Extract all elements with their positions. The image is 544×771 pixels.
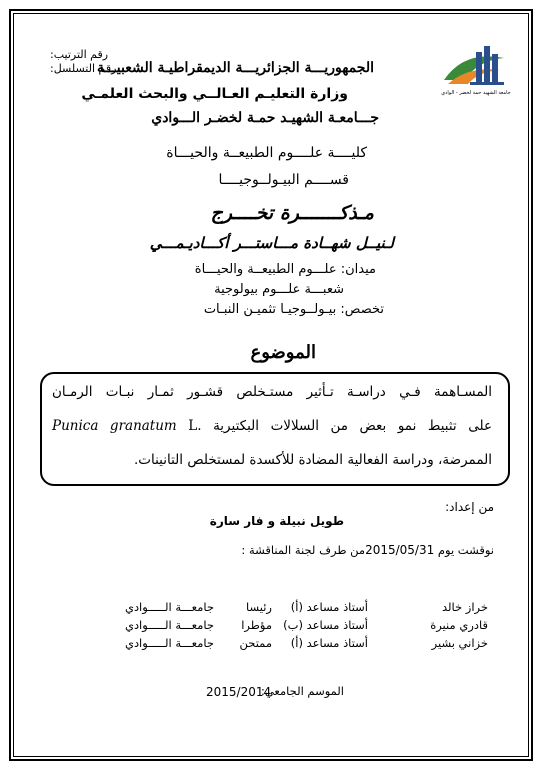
academic-year-label: الموسم الجامعي: (260, 684, 344, 698)
university-logo (434, 40, 516, 106)
serial-number-label: رقم التسلسل: (50, 62, 117, 75)
thesis-branch: شعبـــة علـــوم بيولوجية (214, 282, 344, 297)
committee-member-role: رئيسا (246, 600, 272, 614)
prepared-by-label: من إعداد: (445, 500, 494, 514)
subject-box (40, 372, 510, 486)
department-name: قســــم البيـولــوجيــــا (218, 172, 349, 188)
prepared-by-names: طويل نبيلة و فار سارة (209, 514, 344, 528)
subject-latin-name: Punica granatum (52, 418, 177, 434)
committee-member-rank: أستاذ مساعد (أ) (290, 600, 368, 614)
committee-member-name: قادري منيرة (430, 618, 488, 632)
subject-line-3: الممرضة، ودراسة الفعالية المضادة للأكسدة لمستخلص التانينات. (133, 452, 492, 468)
thesis-degree: لـنيــل شهــادة مـــاستـــر أكـــاديـمـــي (149, 234, 394, 252)
committee-member-rank: أستاذ مساعد (أ) (290, 636, 368, 650)
subject-line-2-arabic: على تثبيط نمو بعض من السلالات البكتيرية (213, 418, 492, 434)
committee-member-role: ممتحن (239, 636, 272, 650)
logo-caption: جامعة الشهيد حمة لخضر - الوادي (441, 90, 511, 96)
thesis-type: مـذكـــــــرة تخــــرج (210, 202, 374, 224)
order-number-label: رقم الترتيب: (50, 48, 109, 61)
thesis-specialty: تخصص: بيـولــوجيـا تثميـن النبـات (203, 302, 384, 317)
subject-heading: الموضوع (250, 342, 316, 363)
committee-member-institution: جامعـــة الـــــوادي (124, 600, 214, 614)
defense-date: 2015/05/31 (365, 543, 435, 557)
defense-suffix: من طرف لجنة المناقشة : (241, 543, 366, 557)
subject-line-1: المسـاهمة فـي دراسـة تـأثير مستـخلص قشـور ثمـار نبـات الرمـان (52, 384, 492, 400)
committee-member-institution: جامعـــة الـــــوادي (124, 636, 214, 650)
subject-line-2-latin-wrap (52, 418, 202, 434)
faculty-name: كليــــة علــــوم الطبيعــة والحيـــاة (166, 145, 367, 161)
subject-line-2 (52, 418, 492, 434)
republic-title: الجمهوريـــة الجزائريـــة الديمقراطيـة الشعبيـــة (96, 60, 374, 76)
academic-year-value: 2015/2014 (206, 685, 272, 699)
university-logo-icon (434, 40, 516, 106)
committee-member-rank: أستاذ مساعد (ب) (283, 618, 368, 632)
thesis-field: ميدان: علـــوم الطبيعــة والحيـــاة (194, 262, 376, 277)
defense-label: نوقشت يوم (437, 543, 494, 557)
ministry-title: وزارة التعليـم العـالــي والبحث العلمـي (81, 86, 348, 102)
committee-member-name: خراز خالد (441, 600, 488, 614)
committee-member-name: خزاني بشير (431, 636, 488, 650)
committee-member-role: مؤطرا (241, 618, 272, 632)
committee-member-institution: جامعـــة الـــــوادي (124, 618, 214, 632)
university-name: جـــامعـة الشهيـد حمـة لخضـر الـــوادي (151, 110, 379, 126)
defense-line (241, 543, 494, 557)
subject-latin-authority: L. (188, 418, 202, 434)
